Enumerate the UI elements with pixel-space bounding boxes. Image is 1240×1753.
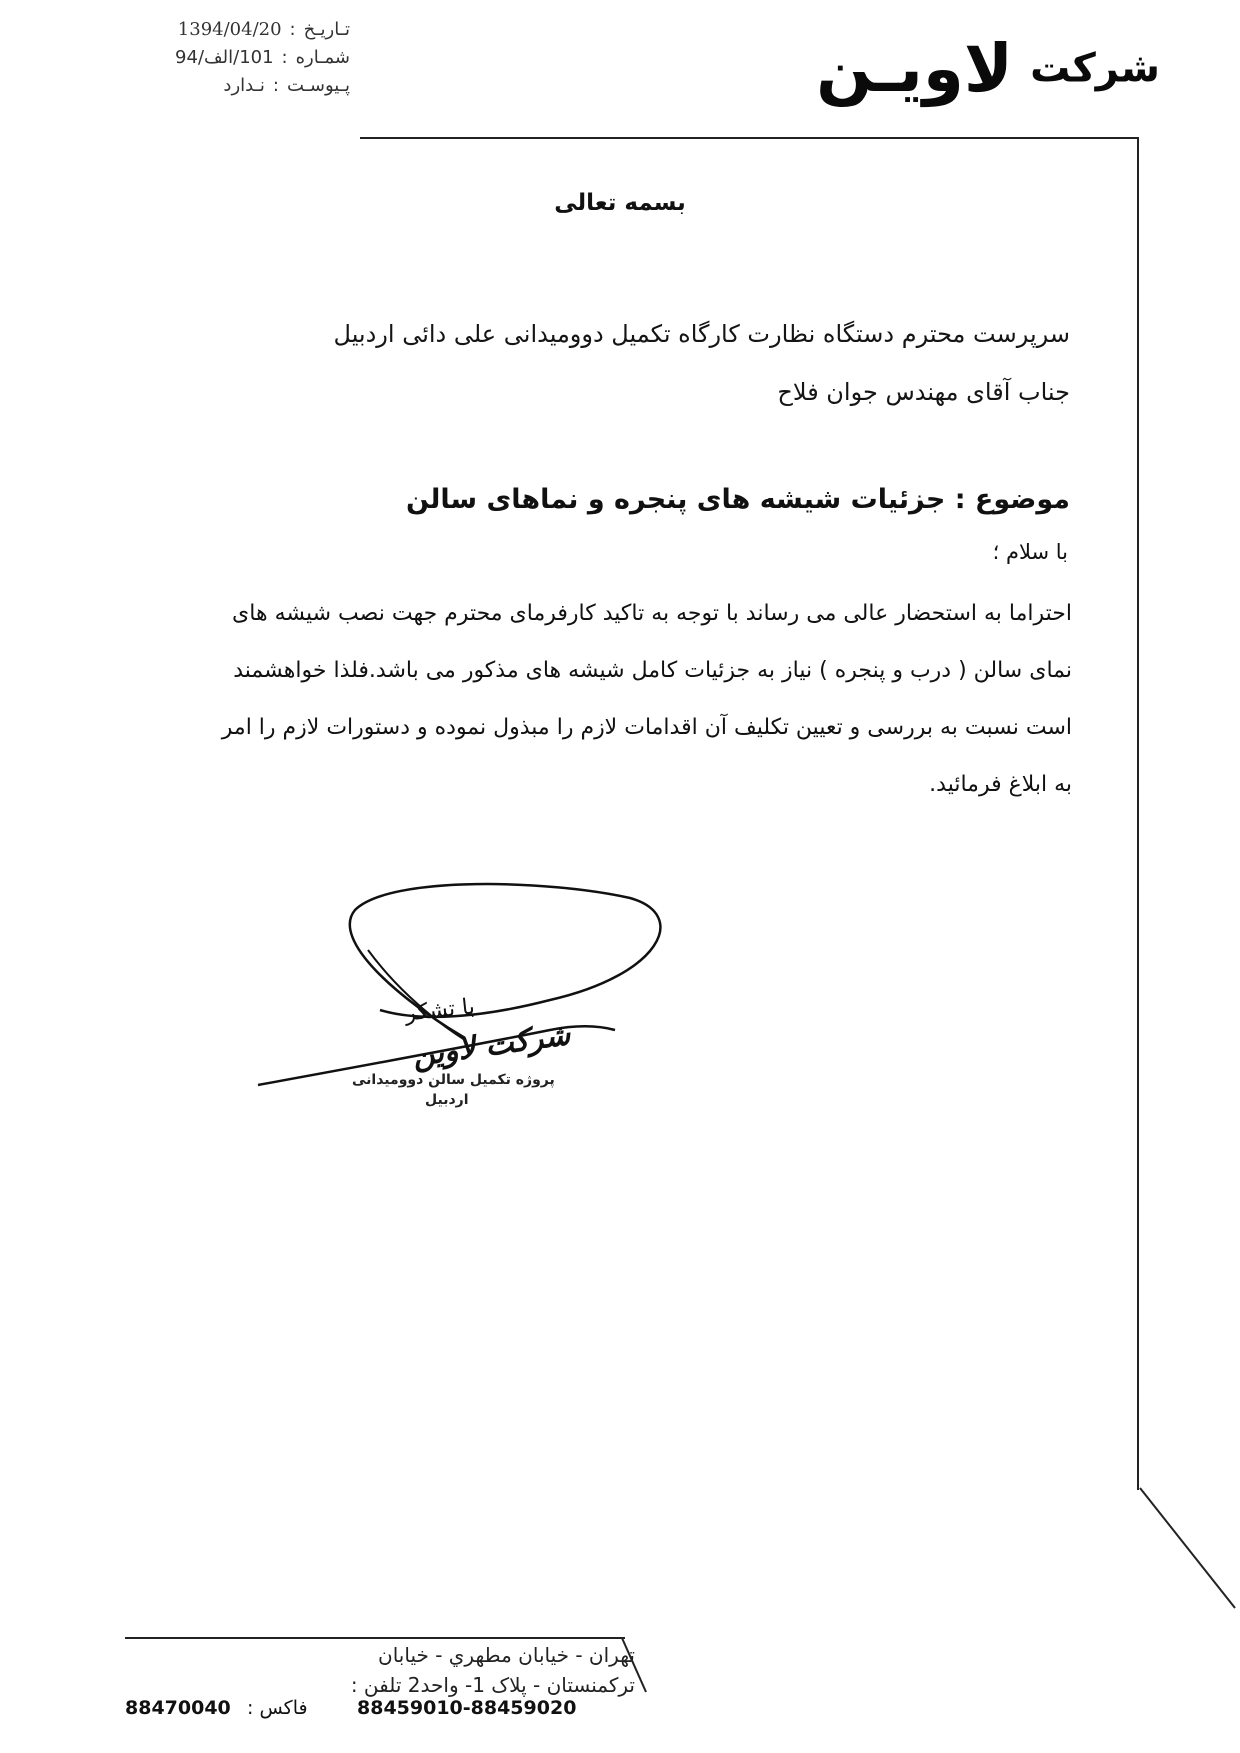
- letter-meta: [100, 16, 350, 100]
- body-line: است نسبت به بررسی و تعیین تکلیف آن اقدامات لازم را مبذول نموده و دستورات لازم را امر: [221, 715, 1072, 740]
- company-stamp: شرکت لاوین: [410, 1017, 573, 1074]
- right-border: [1137, 137, 1139, 1490]
- footer-rule: [125, 1637, 625, 1639]
- body-line: احتراما به استحضار عالی می رساند با توجه به تاکید کارفرمای محترم جهت نصب شیشه های: [232, 601, 1072, 626]
- signature-thanks: با تشکر: [403, 994, 476, 1027]
- corner-rule: [1130, 1480, 1240, 1620]
- phone-numbers: 88459010-88459020: [357, 1697, 577, 1719]
- attachment-label: پـیوسـت: [286, 75, 350, 96]
- number-row: شمـاره : 101/الف/94: [100, 44, 350, 72]
- attachment-row: پـیوسـت : نـدارد: [100, 72, 350, 100]
- stamp-project: پروژه تکمیل سالن دوومیدانی: [352, 1072, 555, 1088]
- company-logo: [816, 30, 1160, 107]
- company-name: لاویـن: [816, 30, 1014, 107]
- body-line: به ابلاغ فرمائید.: [929, 772, 1072, 797]
- footer-address: [125, 1640, 635, 1700]
- address-line-2: ترکمنستان - پلاک 1- واحد2 تلفن :: [350, 1673, 635, 1697]
- recipient-line-2: جناب آقای مهندس جوان فلاح: [777, 378, 1070, 406]
- body-line: نمای سالن ( درب و پنجره ) نیاز به جزئیات کامل شیشه های مذکور می باشد.فلذا خواهشمند: [233, 658, 1072, 683]
- number-label: شمـاره: [295, 47, 350, 68]
- number-value: 101/الف/94: [175, 47, 274, 68]
- header-rule: [360, 137, 1138, 139]
- letter-body: [162, 585, 1072, 813]
- recipient-line-1: سرپرست محترم دستگاه نظارت کارگاه تکمیل دوومیدانی علی دائی اردبیل: [333, 320, 1070, 348]
- stamp-city: اردبیل: [425, 1092, 469, 1108]
- fax-label: فاکس :: [247, 1697, 308, 1719]
- date-row: تـاریـخ : 1394/04/20: [100, 16, 350, 44]
- address-line-1: تهران - خیابان مطهري - خیابان: [378, 1643, 635, 1667]
- greeting: با سلام ؛: [992, 540, 1068, 564]
- letter-subject: موضوع : جزئیات شیشه های پنجره و نماهای سالن: [405, 484, 1070, 515]
- fax-number: 88470040: [125, 1697, 231, 1719]
- date-value: 1394/04/20: [177, 19, 282, 40]
- bismillah-heading: بسمه تعالی: [554, 190, 686, 216]
- footer-contacts: [125, 1697, 605, 1727]
- date-label: تـاریـخ: [303, 19, 350, 40]
- company-word: شرکت: [1030, 45, 1160, 92]
- attachment-value: نـدارد: [223, 75, 265, 96]
